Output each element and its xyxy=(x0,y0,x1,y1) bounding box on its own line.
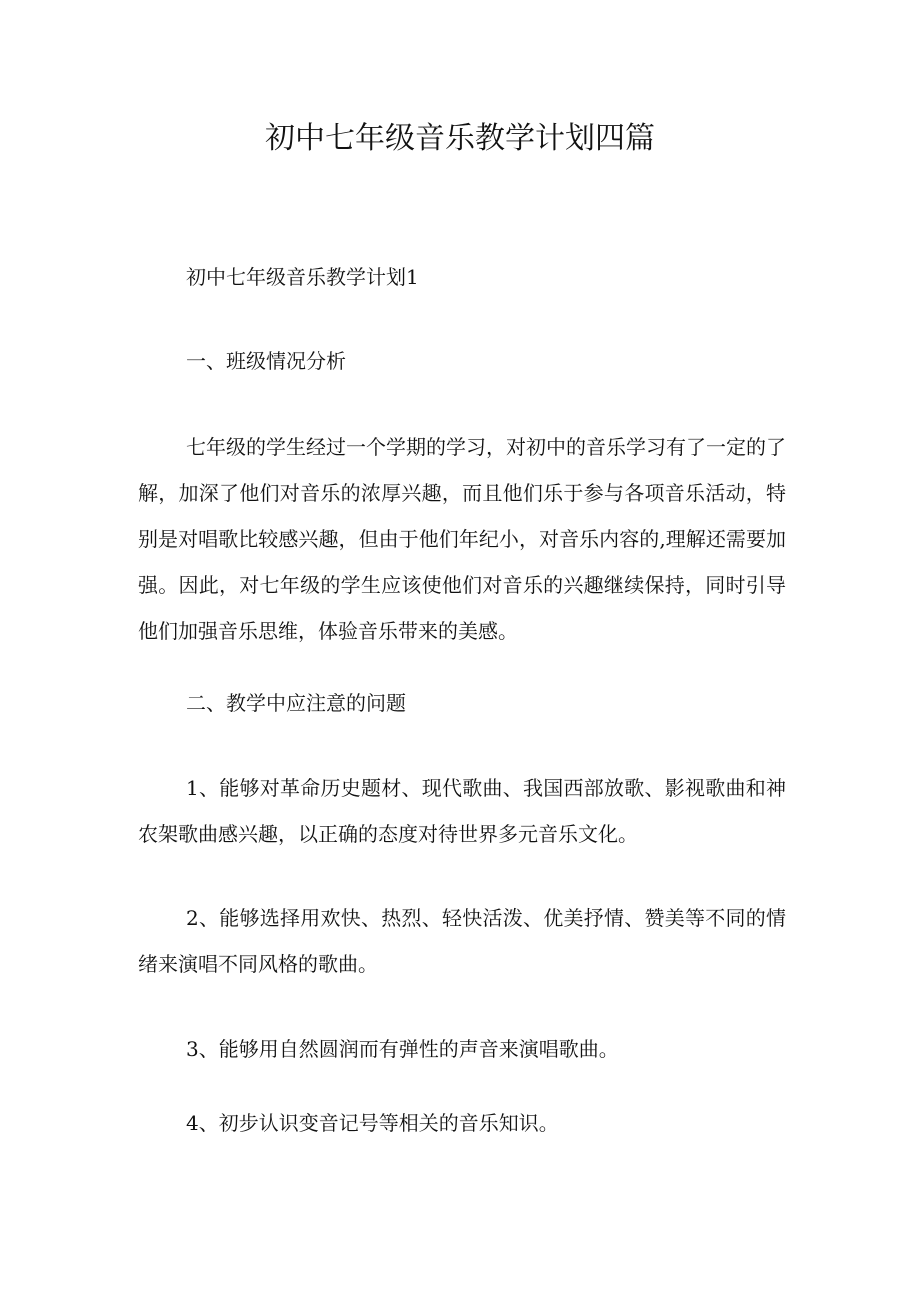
list-item-1: 1、能够对革命历史题材、现代歌曲、我国西部放歌、影视歌曲和神农架歌曲感兴趣，以正确的态度对待世界多元音乐文化。 xyxy=(138,776,786,846)
list-item-3: 3、能够用自然圆润而有弹性的声音来演唱歌曲。 xyxy=(186,1037,619,1061)
list-item-2: 2、能够选择用欢快、热烈、轻快活泼、优美抒情、赞美等不同的情绪来演唱不同风格的歌曲。 xyxy=(138,906,786,976)
document-title: 初中七年级音乐教学计划四篇 xyxy=(265,121,655,156)
plan-subtitle: 初中七年级音乐教学计划1 xyxy=(186,265,419,289)
list-item-4: 4、初步认识变音记号等相关的音乐知识。 xyxy=(186,1111,559,1135)
class-analysis-paragraph: 七年级的学生经过一个学期的学习，对初中的音乐学习有了一定的了解，加深了他们对音乐的浓厚兴趣，而且他们乐于参与各项音乐活动，特别是对唱歌比较感兴趣，但由于他们年纪小，对音乐内容的,理解还需要加强。因此，对七年级的学生应该使他们对音乐的兴趣继续保持，同时引导他们加强音乐思维，体验音乐带来的美感。 xyxy=(138,435,786,643)
section-heading-class-analysis: 一、班级情况分析 xyxy=(186,349,346,373)
section-heading-teaching-issues: 二、教学中应注意的问题 xyxy=(186,691,406,715)
